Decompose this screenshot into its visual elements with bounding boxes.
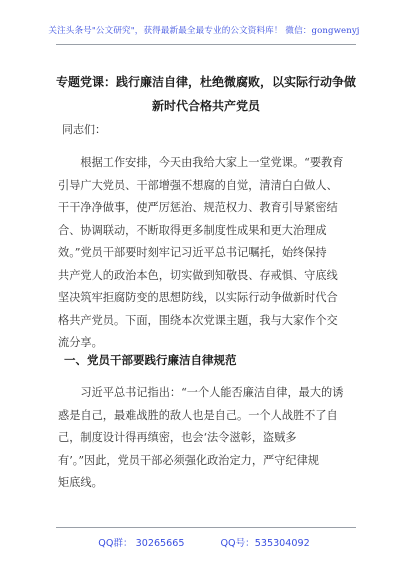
text-line: 有’。”因此，党员干部必须强化政治定力，严守纪律规 [58,453,319,467]
text-line: 习近平总书记指出：“一个人能否廉洁自律，最大的诱 [58,386,344,399]
header-divider [56,44,356,45]
text-line: 干干净净做事，使严厉惩治、规范权力、教育引导紧密结 [58,201,338,214]
text-line: 流分享。 [58,336,103,349]
title-line-1: 专题党课：践行廉洁自律，杜绝微腐败，以实际行动争做 [56,75,357,89]
footer-qq-group: QQ群： 30265665 [98,538,185,549]
footer-contact [0,535,408,549]
text-line: 惑是自己，最难战胜的敌人也是自己。一个人战胜不了自 [58,408,338,422]
footer-divider [56,527,356,528]
text-line: 己，制度设计得再缜密，也会‘法令滋彰，盗贼多 [58,431,297,444]
text-line: 引导广大党员、干部增强不想腐的自觉，清清白白做人、 [58,178,338,192]
text-line: 坚决筑牢拒腐防变的思想防线，以实际行动争做新时代合 [58,291,338,304]
document-title [56,70,356,118]
header-promo-text: 关注头条号"公文研究"，获得最新最全最专业的公文资料库！ 微信：gongwenyj [48,26,360,36]
text-line: 效。”党员干部要时刻牢记习近平总书记嘱托，始终保持 [58,246,327,259]
title-line-2: 新时代合格共产党员 [151,99,260,113]
section-heading-1: 一、党员干部要践行廉洁自律规范 [64,353,237,367]
text-line: 共产党人的政治本色，切实做到知敬畏、存戒惧、守底线 [58,268,338,282]
paragraph-section-1 [58,382,358,495]
footer-qq-number: QQ号：535304092 [220,538,310,549]
salutation: 同志们： [62,123,106,136]
text-line: 矩底线。 [58,476,103,489]
text-line: 格共产党员。下面，围绕本次党课主题，我与大家作个交 [58,313,338,327]
text-line: 根据工作安排，今天由我给大家上一堂党课。“要教育 [58,156,344,169]
paragraph-intro [58,152,358,355]
text-line: 合、协调联动，不断取得更多制度性成果和更大治理成 [58,223,327,237]
